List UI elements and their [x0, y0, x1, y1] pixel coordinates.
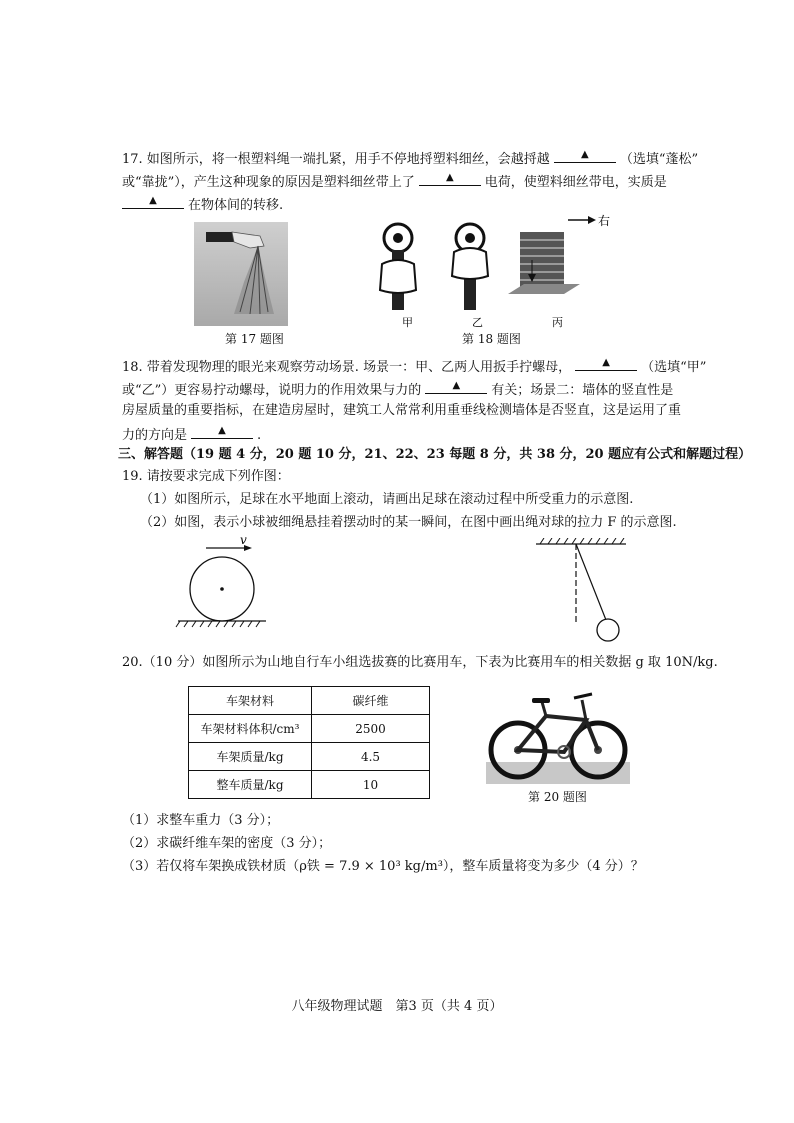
q17-blank-3[interactable]: ▲ — [122, 194, 184, 209]
q20-stem: 20.（10 分）如图所示为山地自行车小组选拔赛的比赛用车，下表为比赛用车的相关数据 g 取 10N/kg. — [122, 655, 718, 670]
table-cell: 2500 — [312, 715, 430, 743]
q19-pendulum-figure — [532, 538, 632, 648]
bricks-bing-image — [508, 232, 580, 294]
q18-text-4b: . — [257, 428, 262, 443]
section-3-title: 三、解答题（19 题 4 分，20 题 10 分，21、22、23 每题 8 分，共 38 分，20 题应有公式和解题过程） — [118, 447, 752, 462]
q18-blank-2[interactable]: ▲ — [425, 379, 487, 394]
q17-text-1b: （选填“蓬松” — [619, 152, 699, 167]
table-cell: 车架质量/kg — [189, 743, 312, 771]
table-cell: 整车质量/kg — [189, 771, 312, 799]
q17-blank-1[interactable]: ▲ — [554, 148, 616, 163]
q18-line-2 — [122, 379, 673, 400]
hand-strands-image — [194, 222, 288, 326]
q19-part-1: （1）如图所示，足球在水平地面上滚动，请画出足球在滚动过程中所受重力的示意图. — [140, 492, 634, 507]
q18-text-2b: 有关；场景二：墙体的竖直性是 — [491, 383, 674, 398]
q18-text-1: 18. 带着发现物理的眼光来观察劳动场景. 场景一：甲、乙两人用扳手拧螺母， — [122, 360, 572, 375]
table-header-row — [189, 687, 430, 715]
q20-part-1: （1）求整车重力（3 分）； — [122, 813, 280, 828]
q17-text-2b: 电荷，使塑料细丝带电，实质是 — [484, 175, 667, 190]
q18-blank-3[interactable]: ▲ — [191, 424, 253, 439]
table-header-cell: 碳纤维 — [312, 687, 430, 715]
q17-text-1: 17. 如图所示，将一根塑料绳一端扎紧，用手不停地捋塑料细丝，会越捋越 — [122, 152, 550, 167]
q19-stem: 19. 请按要求完成下列作图： — [122, 469, 290, 484]
q17-line-1 — [122, 148, 698, 169]
table-row — [189, 715, 430, 743]
velocity-label: v — [240, 536, 247, 547]
label-jia: 甲 — [402, 316, 413, 328]
right-arrow-icon — [568, 216, 596, 224]
wrench-yi-image — [452, 224, 488, 310]
table-header-cell: 车架材料 — [189, 687, 312, 715]
q17-caption: 第 17 题图 — [225, 332, 284, 346]
table-cell: 4.5 — [312, 743, 430, 771]
label-yi: 乙 — [472, 316, 483, 328]
q20-table — [188, 686, 430, 799]
q18-text-2: 或“乙”）更容易拧动螺母，说明力的作用效果与力的 — [122, 383, 422, 398]
q17-text-3: 在物体间的转移. — [188, 198, 284, 213]
label-bing: 丙 — [552, 316, 563, 328]
table-cell: 车架材料体积/cm³ — [189, 715, 312, 743]
q18-text-4: 力的方向是 — [122, 428, 188, 443]
q17-text-2: 或“靠拢”），产生这种现象的原因是塑料细丝带上了 — [122, 175, 415, 190]
q18-text-1b: （选填“甲” — [641, 360, 707, 375]
table-cell: 10 — [312, 771, 430, 799]
string-line — [576, 544, 606, 620]
q18-line-1 — [122, 356, 706, 377]
bicycle-image — [486, 680, 630, 784]
q17-photo — [194, 222, 288, 326]
q17-line-3 — [122, 194, 283, 215]
pendulum-ball — [597, 619, 619, 641]
page-footer: 八年级物理试题 第3 页（共 4 页） — [291, 999, 503, 1014]
q19-ball-figure — [170, 536, 280, 636]
table-row — [189, 743, 430, 771]
wrench-jia-image — [380, 224, 416, 310]
q18-figure — [372, 212, 612, 328]
arrow-label: 右 — [598, 214, 611, 228]
q19-part-2: （2）如图，表示小球被细绳悬挂着摆动时的某一瞬间，在图中画出绳对球的拉力 F 的示意图. — [140, 515, 677, 530]
q17-blank-2[interactable]: ▲ — [419, 171, 481, 186]
q20-caption: 第 20 题图 — [528, 790, 587, 804]
q20-part-2: （2）求碳纤维车架的密度（3 分）； — [122, 836, 332, 851]
q18-line-3: 房屋质量的重要指标，在建造房屋时，建筑工人常常利用重垂线检测墙体是否竖直，这是运用了重 — [122, 403, 682, 418]
q17-line-2 — [122, 171, 667, 192]
q20-part-3: （3）若仅将车架换成铁材质（ρ铁 = 7.9 × 10³ kg/m³），整车质量将变为多少（4 分）？ — [122, 859, 644, 874]
q18-caption: 第 18 题图 — [462, 332, 521, 346]
q18-line-4 — [122, 424, 261, 445]
table-row — [189, 771, 430, 799]
q18-blank-1[interactable]: ▲ — [575, 356, 637, 371]
